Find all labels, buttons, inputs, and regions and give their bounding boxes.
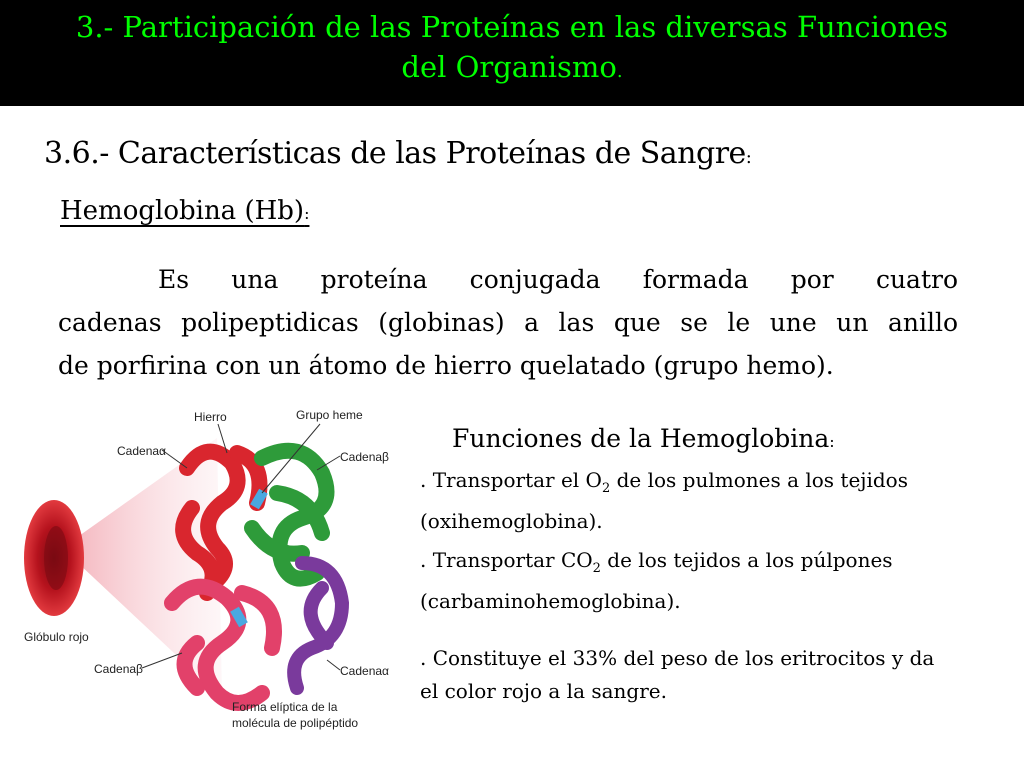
header-title-line1: 3.- Participación de las Proteínas en las diversas Funciones — [75, 10, 949, 44]
label-hierro: Hierro — [194, 410, 227, 424]
label-cadena-alpha-bottom: Cadenaα — [340, 664, 389, 678]
slide-body — [0, 106, 1024, 768]
function-item-1: . Transportar el $O_2$ de los pulmones a los tejidos (oxihemoglobina). — [420, 468, 908, 533]
paragraph-line-1: Es una proteína conjugada formada por cuatro — [158, 265, 958, 294]
label-forma-line2: molécula de polipéptido — [232, 716, 359, 730]
hemoglobin-illustration — [22, 398, 396, 734]
label-globulo-rojo: Glóbulo rojo — [24, 630, 89, 644]
header-title-line2: del Organismo. — [401, 50, 623, 84]
slide-header — [0, 0, 1024, 106]
paragraph-line-2: cadenas polipeptidicas (globinas) a las que se le une un anillo — [58, 308, 958, 337]
magnification-beam — [62, 438, 222, 698]
label-grupo-heme: Grupo heme — [296, 408, 363, 422]
label-forma-line1: Forma elíptica de la — [232, 700, 338, 714]
function-item-3: . Constituye el 33% del peso de los eritrocitos y da el color rojo a la sangre. — [420, 646, 935, 703]
subsection-title: Hemoglobina (Hb): — [60, 196, 310, 226]
functions-title: Funciones de la Hemoglobina: — [452, 424, 835, 453]
function-item-2: . Transportar $CO_2$ de los tejidos a los púlpones (carbaminohemoglobina). — [420, 548, 893, 613]
label-cadena-beta-top: Cadenaβ — [340, 450, 389, 464]
label-cadena-beta-bottom: Cadenaβ — [94, 662, 143, 676]
paragraph-line-3: de porfirina con un átomo de hierro quelatado (grupo hemo). — [58, 351, 834, 380]
hemoglobin-diagram — [22, 398, 396, 734]
description-paragraph — [58, 258, 958, 387]
section-title: 3.6.- Características de las Proteínas de Sangre: — [44, 136, 752, 171]
label-cadena-alpha-top: Cadenaα — [117, 444, 166, 458]
